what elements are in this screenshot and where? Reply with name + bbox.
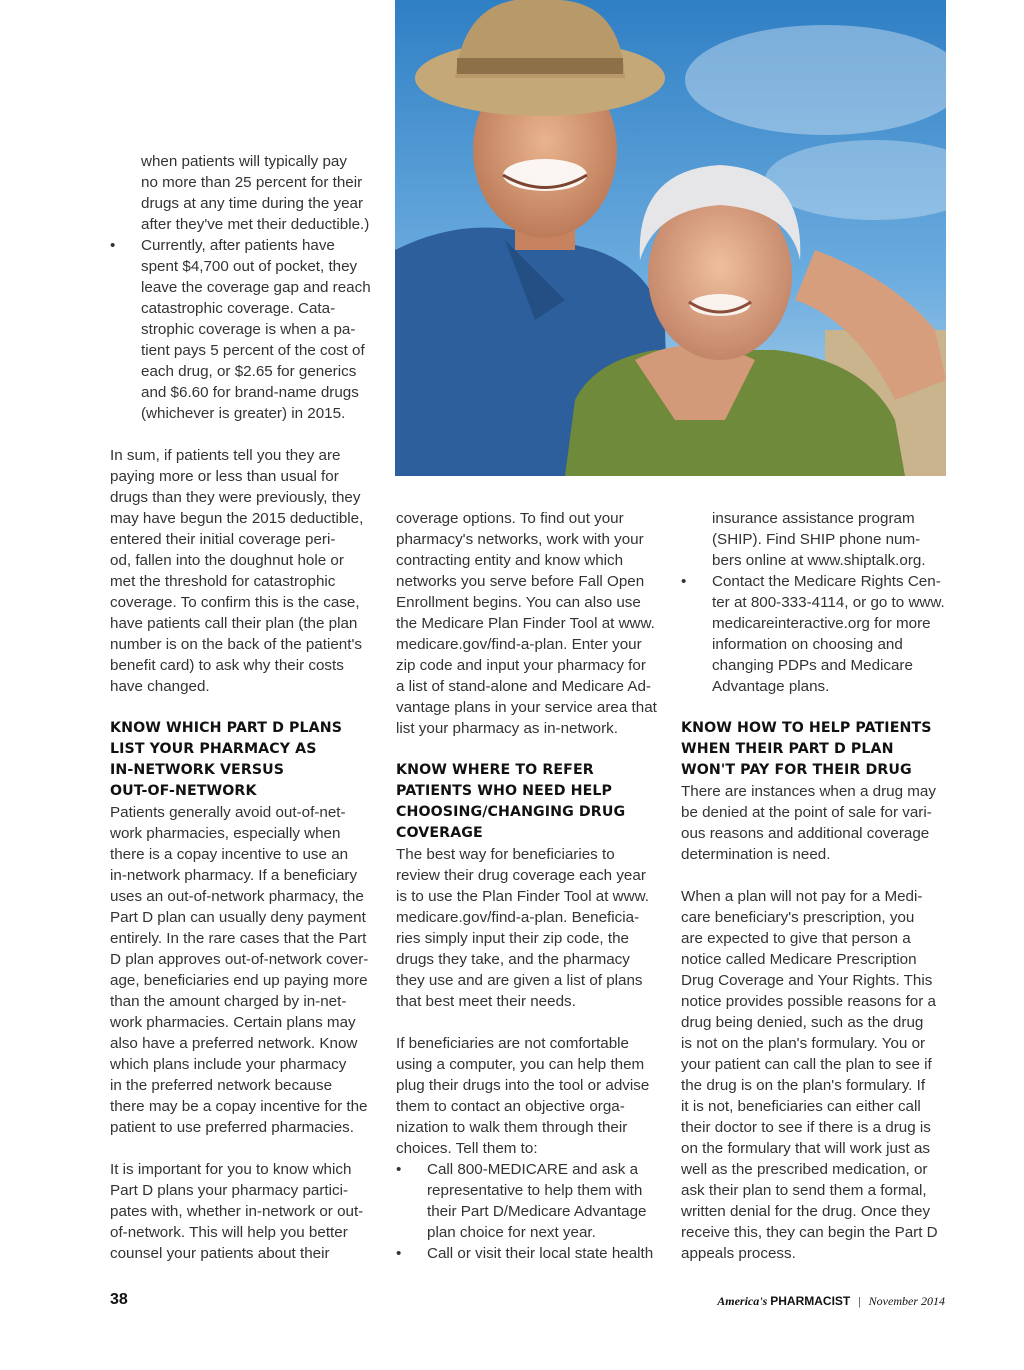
- text-line: changing PDPs and Medicare: [712, 657, 913, 674]
- bullet-icon: •: [681, 573, 687, 590]
- text-line: have changed.: [110, 678, 210, 695]
- heading-line: CHOOSING/CHANGING DRUG: [396, 804, 626, 820]
- footer-separator: |: [858, 1294, 861, 1308]
- text-line: using a computer, you can help them: [396, 1056, 645, 1073]
- bullet-icon: •: [396, 1161, 402, 1178]
- text-line: medicareinteractive.org for more: [712, 615, 931, 632]
- text-line: the Medicare Plan Finder Tool at www.: [396, 615, 655, 632]
- text-line: plan choice for next year.: [427, 1224, 596, 1241]
- text-line: coverage. To confirm this is the case,: [110, 594, 360, 611]
- heading-line: KNOW HOW TO HELP PATIENTS: [681, 720, 932, 736]
- text-line: Part D plan can usually deny payment: [110, 909, 366, 926]
- paragraph-in-sum: [110, 445, 380, 697]
- text-line: them to contact an objective orga-: [396, 1098, 625, 1115]
- heading-line: WHEN THEIR PART D PLAN: [681, 741, 894, 757]
- text-line: their Part D/Medicare Advantage: [427, 1203, 647, 1220]
- text-line: is not on the plan's formulary. You or: [681, 1035, 926, 1052]
- text-line: have patients call their plan (the plan: [110, 615, 358, 632]
- heading-line: WON'T PAY FOR THEIR DRUG: [681, 762, 912, 778]
- text-line: strophic coverage is when a pa-: [141, 321, 356, 338]
- text-line: entered their initial coverage peri-: [110, 531, 336, 548]
- text-line: be denied at the point of sale for vari-: [681, 804, 932, 821]
- paragraph-important: [110, 1159, 380, 1264]
- heading-line: IN-NETWORK VERSUS: [110, 762, 285, 778]
- text-line: spent $4,700 out of pocket, they: [141, 258, 358, 275]
- text-line: Contact the Medicare Rights Cen-: [712, 573, 941, 590]
- text-line: pates with, whether in-network or out-: [110, 1203, 364, 1220]
- bullet-item-rights-center: [681, 571, 951, 697]
- text-line: work pharmacies. Certain plans may: [110, 1014, 356, 1031]
- text-line: are expected to give that person a: [681, 930, 911, 947]
- text-line: there is a copay incentive to use an: [110, 846, 349, 863]
- text-line: than the amount charged by in-net-: [110, 993, 347, 1010]
- text-line: it is not, beneficiaries can either call: [681, 1098, 921, 1115]
- text-line: also have a preferred network. Know: [110, 1035, 358, 1052]
- text-line: review their drug coverage each year: [396, 867, 646, 884]
- text-line: leave the coverage gap and reach: [141, 279, 371, 296]
- text-line: pharmacy's networks, work with your: [396, 531, 644, 548]
- text-line: The best way for beneficiaries to: [396, 846, 615, 863]
- text-line: after they've met their deductible.): [141, 216, 370, 233]
- text-line: If beneficiaries are not comfortable: [396, 1035, 629, 1052]
- text-line: receive this, they can begin the Part D: [681, 1224, 938, 1241]
- text-line: drug being denied, such as the drug: [681, 1014, 924, 1031]
- text-line: medicare.gov/find-a-plan. Enter your: [396, 636, 642, 653]
- section-heading-plan-wont-pay: [681, 718, 951, 781]
- text-line: well as the prescribed medication, or: [681, 1161, 928, 1178]
- text-line: their doctor to see if there is a drug is: [681, 1119, 931, 1136]
- bullet-icon: •: [110, 237, 116, 254]
- couple-photo: [395, 0, 946, 476]
- text-line: contracting entity and know which: [396, 552, 624, 569]
- text-line: bers online at www.shiptalk.org.: [712, 552, 926, 569]
- text-line: When a plan will not pay for a Medi-: [681, 888, 923, 905]
- text-line: catastrophic coverage. Cata-: [141, 300, 336, 317]
- text-line: representative to help them with: [427, 1182, 643, 1199]
- text-line: insurance assistance program: [712, 510, 915, 527]
- column-2: [396, 508, 668, 1264]
- column-1: [110, 151, 380, 1264]
- text-line: ries simply input their zip code, the: [396, 930, 629, 947]
- paragraph-plan-finder: [396, 844, 668, 1012]
- text-line: tient pays 5 percent of the cost of: [141, 342, 365, 359]
- heading-line: LIST YOUR PHARMACY AS: [110, 741, 317, 757]
- text-line: There are instances when a drug may: [681, 783, 936, 800]
- text-line: (whichever is greater) in 2015.: [141, 405, 346, 422]
- heading-line: KNOW WHERE TO REFER: [396, 762, 594, 778]
- text-line: determination is need.: [681, 846, 831, 863]
- text-line: coverage options. To find out your: [396, 510, 624, 527]
- text-line: paying more or less than usual for: [110, 468, 339, 485]
- text-line: ask their plan to send them a formal,: [681, 1182, 927, 1199]
- text-line: is to use the Plan Finder Tool at www.: [396, 888, 649, 905]
- section-heading-part-d-network: [110, 718, 380, 802]
- text-line: of-network. This will help you better: [110, 1224, 348, 1241]
- text-line: in-network pharmacy. If a beneficiary: [110, 867, 358, 884]
- text-line: in the preferred network because: [110, 1077, 333, 1094]
- publication-name: America's: [717, 1294, 768, 1308]
- text-line: when patients will typically pay: [141, 153, 347, 170]
- text-line: D plan approves out-of-network cover-: [110, 951, 369, 968]
- text-line: no more than 25 percent for their: [141, 174, 363, 191]
- paragraph-plan-will-not-pay: [681, 886, 951, 1264]
- text-line: plug their drugs into the tool or advise: [396, 1077, 650, 1094]
- text-line: It is important for you to know which: [110, 1161, 352, 1178]
- text-line: nization to walk them through their: [396, 1119, 628, 1136]
- text-line: number is on the back of the patient's: [110, 636, 362, 653]
- text-line: there may be a copay incentive for the: [110, 1098, 368, 1115]
- text-line: Enrollment begins. You can also use: [396, 594, 641, 611]
- publication-name-bold: PHARMACIST: [770, 1294, 851, 1308]
- section-heading-refer-patients: [396, 760, 668, 844]
- text-line: Advantage plans.: [712, 678, 830, 695]
- text-line: notice provides possible reasons for a: [681, 993, 936, 1010]
- paragraph-not-comfortable: [396, 1033, 668, 1159]
- text-line: (SHIP). Find SHIP phone num-: [712, 531, 921, 548]
- text-line: information on choosing and: [712, 636, 903, 653]
- text-line: notice called Medicare Prescription: [681, 951, 917, 968]
- paragraph-coverage-options: [396, 508, 668, 739]
- publication-footer: [717, 1294, 945, 1309]
- text-line: may have begun the 2015 deductible,: [110, 510, 364, 527]
- text-line: networks you serve before Fall Open: [396, 573, 645, 590]
- text-line: Currently, after patients have: [141, 237, 335, 254]
- text-line: Call 800-MEDICARE and ask a: [427, 1161, 639, 1178]
- text-line: counsel your patients about their: [110, 1245, 330, 1262]
- text-line: drugs they take, and the pharmacy: [396, 951, 630, 968]
- text-line: drugs at any time during the year: [141, 195, 364, 212]
- heading-line: COVERAGE: [396, 825, 483, 841]
- heading-line: PATIENTS WHO NEED HELP: [396, 783, 613, 799]
- column-3: [681, 508, 951, 1264]
- text-line: a list of stand-alone and Medicare Ad-: [396, 678, 651, 695]
- text-line: ter at 800-333-4114, or go to www.: [712, 594, 945, 611]
- text-line: drugs than they were previously, they: [110, 489, 361, 506]
- text-line: which plans include your pharmacy: [110, 1056, 347, 1073]
- text-line: list your pharmacy as in-network.: [396, 720, 618, 737]
- text-line: your patient can call the plan to see if: [681, 1056, 932, 1073]
- text-line: uses an out-of-network pharmacy, the: [110, 888, 364, 905]
- text-line: appeals process.: [681, 1245, 796, 1262]
- heading-line: KNOW WHICH PART D PLANS: [110, 720, 343, 736]
- heading-line: OUT-OF-NETWORK: [110, 783, 257, 799]
- text-line: Part D plans your pharmacy partici-: [110, 1182, 349, 1199]
- text-line: the drug is on the plan's formulary. If: [681, 1077, 926, 1094]
- text-line: medicare.gov/find-a-plan. Beneficia-: [396, 909, 640, 926]
- paragraph-out-of-network: [110, 802, 380, 1138]
- issue-date: November 2014: [868, 1294, 945, 1308]
- text-line: Call or visit their local state health: [427, 1245, 654, 1262]
- paragraph-instances: [681, 781, 951, 865]
- text-line: choices. Tell them to:: [396, 1140, 538, 1157]
- text-line: written denial for the drug. Once they: [681, 1203, 931, 1220]
- text-line: benefit card) to ask why their costs: [110, 657, 344, 674]
- text-line: In sum, if patients tell you they are: [110, 447, 341, 464]
- text-line: met the threshold for catastrophic: [110, 573, 336, 590]
- text-line: they use and are given a list of plans: [396, 972, 643, 989]
- text-line: zip code and input your pharmacy for: [396, 657, 646, 674]
- bullet-item-state-health: [396, 1243, 668, 1264]
- bullet-continuation: [110, 151, 380, 235]
- text-line: and $6.60 for brand-name drugs: [141, 384, 359, 401]
- bullet-item-call-medicare: [396, 1159, 668, 1243]
- text-line: work pharmacies, especially when: [110, 825, 341, 842]
- text-line: patient to use preferred pharmacies.: [110, 1119, 354, 1136]
- text-line: Patients generally avoid out-of-net-: [110, 804, 346, 821]
- page-number: 38: [110, 1291, 128, 1308]
- text-line: Drug Coverage and Your Rights. This: [681, 972, 933, 989]
- text-line: care beneficiary's prescription, you: [681, 909, 915, 926]
- text-line: entirely. In the rare cases that the Part: [110, 930, 367, 947]
- text-line: vantage plans in your service area that: [396, 699, 657, 716]
- text-line: od, fallen into the doughnut hole or: [110, 552, 344, 569]
- bullet-icon: •: [396, 1245, 402, 1262]
- text-line: age, beneficiaries end up paying more: [110, 972, 368, 989]
- bullet-item-catastrophic: [110, 235, 380, 424]
- text-line: each drug, or $2.65 for generics: [141, 363, 357, 380]
- text-line: that best meet their needs.: [396, 993, 576, 1010]
- text-line: ous reasons and additional coverage: [681, 825, 930, 842]
- bullet-continuation: [681, 508, 951, 571]
- couple-photo-illustration: [395, 0, 946, 476]
- text-line: on the formulary that will work just as: [681, 1140, 930, 1157]
